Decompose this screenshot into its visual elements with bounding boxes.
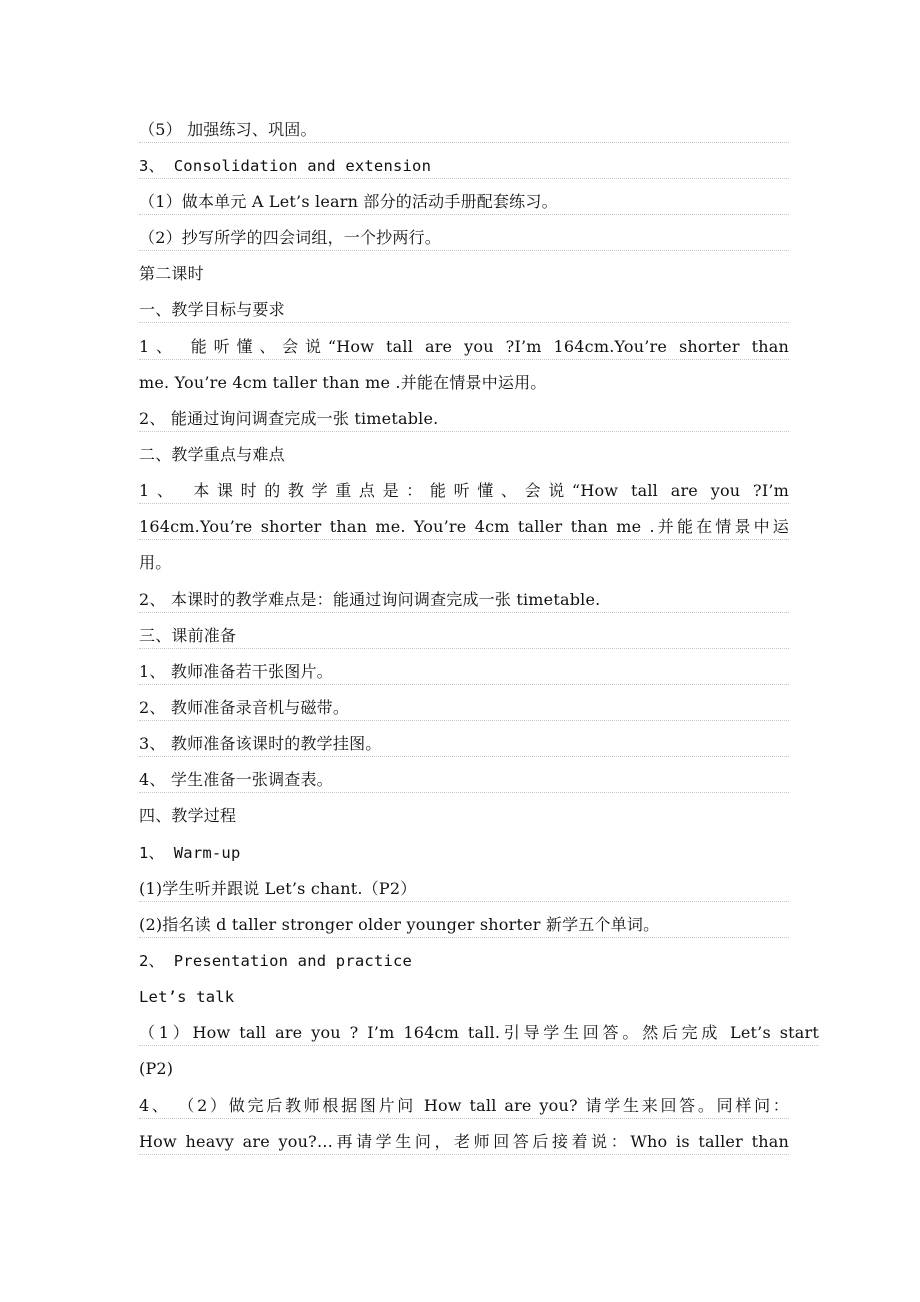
text-line: （1）做本单元 A Let’s learn 部分的活动手册配套练习。 [139,192,789,215]
list-item: 4、 学生准备一张调查表。 [139,770,789,793]
list-item: 2、 教师准备录音机与磁带。 [139,698,789,721]
section-heading: 三、课前准备 [139,626,789,649]
text-line: 用。 [139,553,172,572]
text-line: （5） 加强练习、巩固。 [139,120,789,143]
text-line: me. You’re 4cm taller than me .并能在情景中运用。 [139,373,547,392]
text-line: 164cm.You’re shorter than me. You’re 4cm taller than me .并能在情景中运 [139,517,789,540]
section-heading: 3、 Consolidation and extension [139,156,789,179]
text-line: (2)指名读 d taller stronger older younger shorter 新学五个单词。 [139,915,789,938]
text-line: 2、 Presentation and practice [139,952,413,970]
text-line: （2）抄写所学的四会词组，一个抄两行。 [139,228,789,251]
text-line: 2、 本课时的教学难点是：能通过询问调查完成一张 timetable. [139,590,789,613]
section-heading: 一、教学目标与要求 [139,300,789,323]
text-line: 2、 能通过询问调查完成一张 timetable. [139,409,789,432]
text-line: (1)学生听并跟说 Let’s chant.（P2） [139,879,789,902]
text-line: 1、 能听懂、会说“How tall are you ?I’m 164cm.You’re shorter than [139,337,789,360]
text-line: How heavy are you?…再请学生问，老师回答后接着说：Who is taller than [139,1132,789,1155]
lesson-title: 第二课时 [139,264,204,283]
list-item: 1、 教师准备若干张图片。 [139,662,789,685]
text-line: Let’s talk [139,988,235,1006]
text-line: 1、 Warm-up [139,844,241,862]
section-heading: 四、教学过程 [139,806,237,825]
text-line: 1、 本课时的教学重点是：能听懂、会说“How tall are you ?I’m [139,481,789,504]
text-line: （1）How tall are you ? I’m 164cm tall.引导学生回答。然后完成 Let’s start [139,1023,819,1046]
text-line: 4、 （2）做完后教师根据图片问 How tall are you? 请学生来回答。同样问： [139,1096,789,1119]
list-item: 3、 教师准备该课时的教学挂图。 [139,734,789,757]
section-heading: 二、教学重点与难点 [139,445,285,464]
text-line: (P2) [139,1059,174,1078]
